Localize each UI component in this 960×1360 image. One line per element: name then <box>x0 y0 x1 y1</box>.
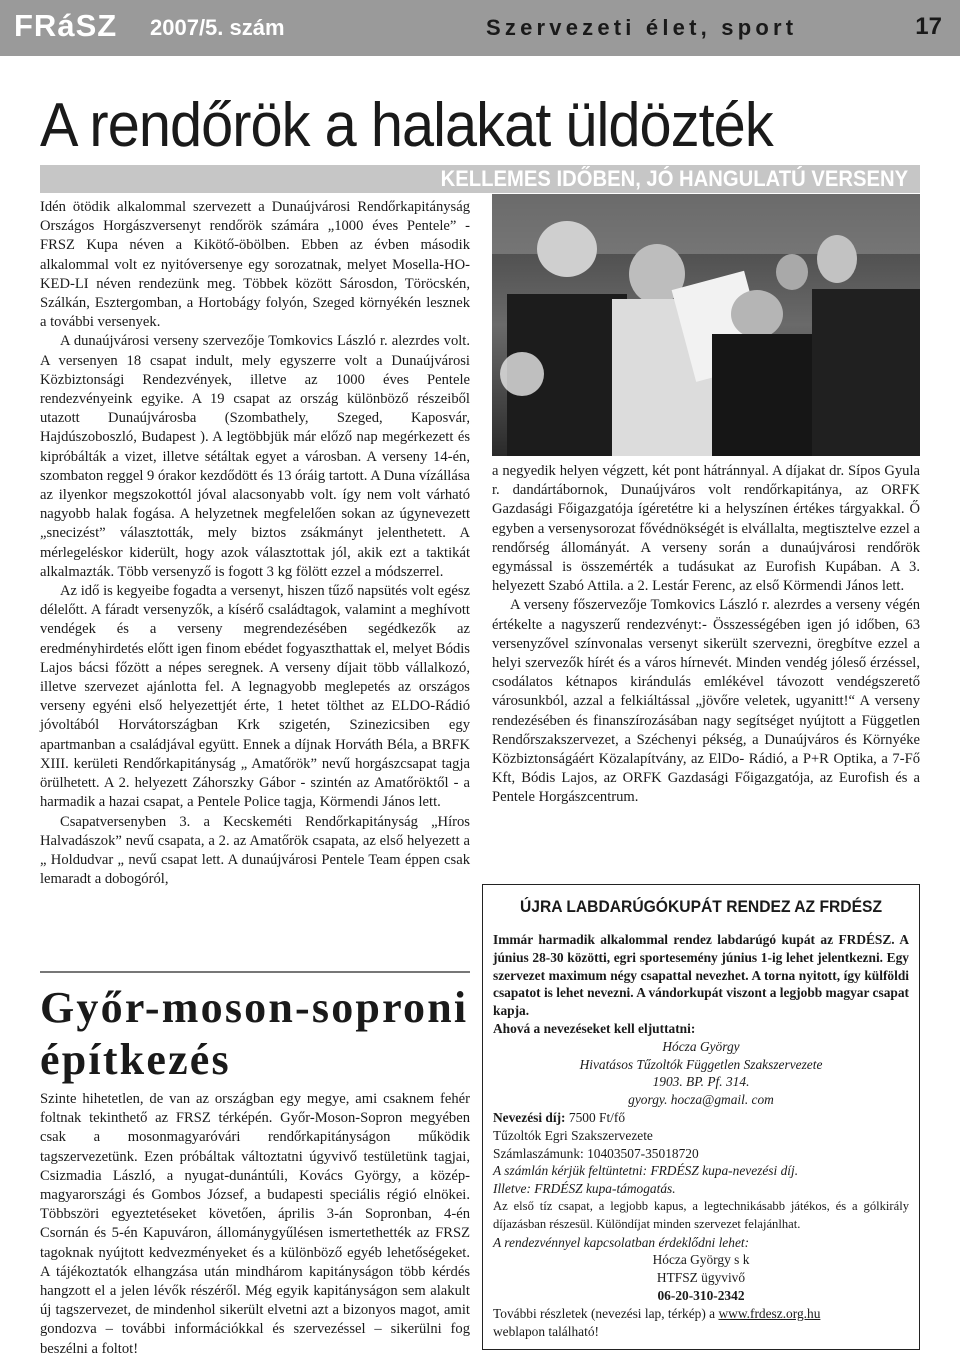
section-name: Szervezeti élet, sport <box>486 15 798 40</box>
paragraph: a negyedik helyen végzett, két pont hátránnyal. A díjakat dr. Sípos Gyula r. dandártábornok, Dunaújváros volt rendőrkapitánya, az ORFK Gazdasági Főigazgatója ígéretétre ki a helyszínen értékes tárgyakkal. Ő egyben a versenysorozat fővédnökségét is elvállalta, megtisztelve ezzel a rendőrség állományát. A verseny során a dunaújvárosi rendőrök egymással is összemérték a tudásukat az Eurofish Kupában. A 3. helyezett Szabó Attila. a 2. Lestár Ferenc, az első Körmendi János lett. <box>492 463 920 595</box>
box-title: ÚJRA LABDARÚGÓKUPÁT RENDEZ AZ FRDÉSZ <box>519 897 883 916</box>
football-cup-announcement <box>482 884 920 1350</box>
box-intro: Immár harmadik alkalommal rendez labdarúgó kupát az FRDÉSZ. A június 28-30 közötti, egri sportesemény június 1-ig lehet jelentkezni. Egy szervezet maximum négy csapattal nevezhet. A torna nyitott, így külföldi csapatot is lehet nevezni. A vándorkupát viszont a legjobb magyar csapat kapja. <box>493 932 909 1019</box>
magazine-logo: FRáSZ <box>14 8 118 43</box>
page-header <box>0 0 960 56</box>
contact-name: Hócza György s k <box>652 1252 750 1268</box>
contact-role: HTFSZ ügyvivő <box>656 1270 746 1286</box>
contact-label: A rendezvénnyel kapcsolatban érdeklődni lehet: <box>493 1234 750 1250</box>
more-info-text: További részletek (nevezési lap, térkép) a <box>493 1305 716 1321</box>
paragraph: Az idő is kegyeibe fogadta a versenyt, hiszen tűző napsütés volt egész délelőtt. A fáradt versenyzők, a kísérő családtagok, valamint a meghívott vendégek és a verseny megrendezésében segédkezők az eredményhirdetés előtt igen finom ebédet fogyaszthattak el, melyet Bódis Lajos bácsi főzött a népes seregnek. A verseny díjait több vállalkozó, illetve szervezet ajánlotta fel. A legnagyobb meglepetés az országos verseny egyéni első helyezettjét érte, 1 hetet tölthet az ELDO-Rádió jóvoltából Horvátországban Krk szigetén, Szinezicsiben egy apartmanban a családjával együtt. Ennek a díjnak Horváth Béla, a BRFK XIII. kerületi Rendőrkapitányság „ Amatőrök” nevű horgászcsapat tagja örülhetett. A 2. helyezett Záhorszky Gábor - szintén az Amatőröktől - a harmadik a hazai csapat, a Pentele Police tagja, Körmendi János lett. <box>40 583 470 811</box>
prizes-text: Az első tíz csapat, a legjobb kapus, a legtechnikásabb játékos, és a gólkirály díjazásban részesül. Különdíjat minden szervezet felajánlhat. <box>493 1198 909 1231</box>
address-email: gyorgy. hocza@gmail. com <box>628 1092 774 1108</box>
paragraph: Szinte hihetetlen, de van az országban egy megye, ami csaknem fehér foltnak tekinthető az FRSZ térképén. Győr-Moson-Sopron megyében csak a mosonmagyaróvári rendőrkapitányságon működik tagszervezetünk. Ezen próbáltak változtatni úgyvivő testületünk tagjai, Csizmadia László, a nyugat-dunántúli, Kovács György, a közép-magyarországi és Gombos József, a budapesti speciális régió elnökei. Többszöri egyeztetéseket követően, április 3-án Sopronban, 4-én Csornán és 5-én Kapuváron, állománygyűlésen ismertethették az FRSZ tagoknak nyújtott kedvezményeket és a különböző egyéb lehetőségeket. A tájékoztatók elhangzása után mindhárom kapitányságon több kérdés hangzott el a jelen lévők részéről. Még egyik kapitányságon sem alakult új tagszervezet, de mindenhol sikerült elvetni azt a bizonyos magot, amit gondozva – további információkkal és szervezéssel – sikerülni fog beszélni a foltot! <box>40 1091 470 1357</box>
paragraph: Idén ötödik alkalommal szervezett a Dunaújvárosi Rendőrkapitányság Országos Horgászversenyt rendőrök számára „1000 éves Pentele” - FRSZ Kupa néven a Kikötő-öbölben. Ebben az évben második alkalommal volt ez nyitóversenye egy sorozatnak, melyet Mosella-HO-KED-LI néven rendezünk meg. Többek között Sárosdon, Töröcskén, Szálkán, Esztergomban, a Hortobágy folyón, Szeged környékén lesznek a további versenyek. <box>40 199 470 331</box>
fee-value: 7500 Ft/fő <box>568 1109 626 1125</box>
payment-note: A számlán kérjük feltüntetni: FRDÉSZ kupa-nevezési díj. <box>493 1163 799 1179</box>
article-subtitle: KELLEMES IDŐBEN, JÓ HANGULATÚ VERSENY <box>440 166 908 191</box>
payee-org: Tűzoltók Egri Szakszervezete <box>493 1127 653 1143</box>
article-title: A rendőrök a halakat üldözték <box>40 91 773 160</box>
page-number: 17 <box>915 13 942 40</box>
sponsor-note: Illetve: FRDÉSZ kupa-támogatás. <box>493 1181 676 1197</box>
article-body-right <box>492 462 920 808</box>
article-subtitle-bar <box>40 165 920 193</box>
paragraph: A dunaújvárosi verseny szervezője Tomkovics László r. alezrdes volt. A versenyen 18 csapat indult, mely egyszerre volt a Dunaújvárosi Közbiztonsági Rendezvények, illetve az 1000 éves Pentele rendezvényeink egyike. A 19 csapat az ország különböző részeiből utazott Dunaújvárosba (Szombathely, Szeged, Kaposvár, Hajdúszoboszló, Budapest ). A legtöbbjük már előző nap megérkezett és kipróbálták a vizet, illetve sétáltak egyet a városban. A verseny 14-én, szombaton reggel 9 órakor kezdődött és 13 óráig tartott. A Duna vízállása az ilyenkor megszokottól jóval alacsonyabb volt. így nem volt várható nagyobb halak fogása. A helyzetnek megfelelően sokan az úgynevezett „snecizést” választották, mely biztos zsákmányt jelenthetett. A mérlegeléskor kiderült, hogy azok választottak jól, akik ezt a taktikát alkalmazták. Több versenyző is fogott 3 kg fölött ezzel a módszerrel. <box>40 333 470 580</box>
article-body-left <box>40 198 470 889</box>
paragraph: Csapatversenyben 3. a Kecskeméti Rendőrkapitányság „Híros Halvadászok” nevű csapata, a 2. az Amatőrök csapata, az első helyezett a „ Holdudvar „ nevű csapat lett. A dunaújvárosi Pentele Team éppen csak lemaradt a dobogóról, <box>40 813 470 888</box>
address-org: Hivatásos Tűzoltók Független Szakszervezete <box>579 1056 823 1072</box>
fee-label: Nevezési díj: <box>493 1109 566 1125</box>
photo-illustration <box>492 194 920 456</box>
apply-label: Ahová a nevezéseket kell eljuttatni: <box>493 1020 696 1036</box>
more-info <box>493 1305 909 1323</box>
website-link[interactable]: www.frdesz.org.hu <box>718 1305 821 1321</box>
contact-phone: 06-20-310-2342 <box>657 1287 745 1303</box>
address-name: Hócza György <box>662 1038 740 1054</box>
issue-number: 2007/5. szám <box>150 15 285 40</box>
more-info-end: weblapon található! <box>493 1323 599 1339</box>
paragraph: A verseny főszervezője Tomkovics László r. alezrdes a verseny végén értékelte a nagyszerű rendezvényt:- Összességében igen jó időben, 63 versenyzővel színvonalas versenyt sikerült szervezni, öregbítve ezzel a helyi szervezők hírét és a város hírnevét. Minden vendég jóleső érzéssel, csodálatos kétnapos kirándulás emlékével távozott vendégszerető városunkból, azzal a felkiáltással „jövőre veletek, ugyanitt!“ A verseny rendezésében és finanszírozásában nagy segítséget nyújtott a Független Rendőrszakszervezet, a Széchenyi pékség, a Dunaújváros és Környéke Közbiztonságáért Közalapítvány, az ElDo- Rádió, a P+R Optika, a 7-Fő Kft, Bódis Lajos, az ORFK Gazdasági Főigazgatója, az Eurofish és a Pentele Horgászcentrum. <box>492 597 920 806</box>
address-po-box: 1903. BP. Pf. 314. <box>652 1074 750 1090</box>
article2-title: Győr-moson-soproni építkezés <box>40 983 469 1084</box>
article2-body <box>40 1090 470 1359</box>
fee-line <box>493 1109 909 1127</box>
account-number: Számlaszámunk: 10403507-35018720 <box>493 1145 699 1161</box>
fishing-event-photo <box>492 194 920 456</box>
section-divider <box>40 971 470 973</box>
